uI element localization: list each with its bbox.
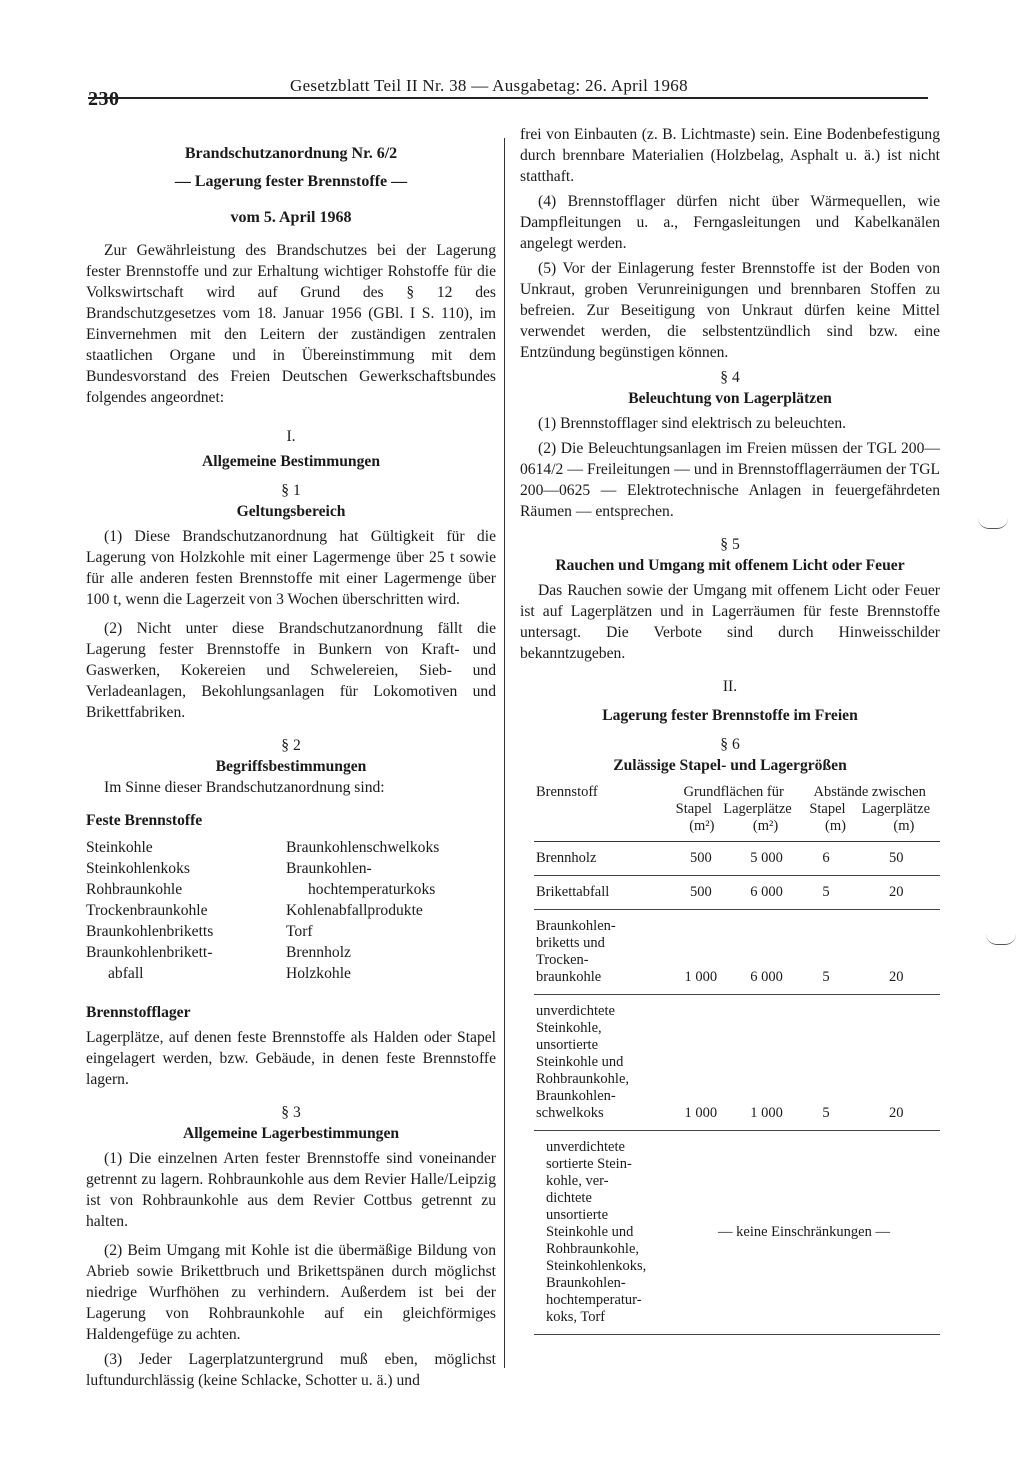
- column-header: Lagerplätze: [861, 801, 930, 817]
- table-cell: 5: [799, 876, 852, 910]
- table-cell: Brennholz: [534, 842, 668, 876]
- list-item: Braunkohlenbriketts: [86, 923, 214, 940]
- list-item: Rohbraunkohle: [86, 881, 183, 898]
- section-title: Zulässige Stapel- und Lagergrößen: [613, 757, 847, 774]
- table-row: [534, 876, 940, 910]
- table-cell: 5: [799, 910, 852, 995]
- list-item: Brennholz: [286, 944, 351, 961]
- list-item: Braunkohlen-: [286, 860, 372, 877]
- margin-mark: [978, 518, 1008, 529]
- page-number: 230: [88, 88, 120, 110]
- section-number: § 4: [720, 369, 740, 386]
- table-row: [534, 995, 940, 1131]
- document-title: Brandschutzanordnung Nr. 6/2: [184, 145, 398, 162]
- table-cell: 6 000: [734, 910, 800, 995]
- table-cell: 20: [853, 995, 940, 1131]
- list-item: Torf: [286, 923, 313, 940]
- table-cell: Braunkohlen- briketts und Trocken- braunkohle: [534, 910, 668, 995]
- list-item: Steinkohlenkoks: [86, 860, 190, 877]
- fuels-heading: Feste Brennstoffe: [86, 812, 203, 829]
- paragraph: (5) Vor der Einlagerung fester Brennstoffe ist der Boden von Unkraut, groben Verunreinigungen und brennbaren Stoffen zu befreien. Zur Beseitigung von Unkraut dürfen keine Mittel verwendet werden, die selbstentzündlich sind bzw. eine Entzündung begünstigen können.: [520, 260, 940, 361]
- table-cell: 20: [853, 910, 940, 995]
- paragraph: (3) Jeder Lagerplatzuntergrund muß eben, möglichst luftundurchlässig (keine Schlacke, Schotter u. ä.) und: [86, 1351, 496, 1389]
- table-cell: 5 000: [734, 842, 800, 876]
- column-header: Stapel: [809, 801, 846, 817]
- column-divider: [504, 138, 505, 1368]
- list-item: Holzkohle: [286, 965, 351, 982]
- table-cell: 20: [853, 876, 940, 910]
- paragraph: (4) Brennstofflager dürfen nicht über Wärmequellen, wie Dampfleitungen u. a., Ferngasleitungen und Kabelkanälen angelegt werden.: [520, 193, 940, 252]
- unit-label: (m): [893, 818, 915, 834]
- running-header: Gesetzblatt Teil II Nr. 38 — Ausgabetag: 26. April 1968: [290, 76, 688, 95]
- column-header: Lagerplätze: [723, 801, 792, 817]
- section-number: § 2: [281, 737, 301, 754]
- table-cell: 1 000: [734, 995, 800, 1131]
- section-title: Allgemeine Lagerbestimmungen: [182, 1125, 400, 1142]
- paragraph: frei von Einbauten (z. B. Lichtmaste) sein. Eine Bodenbefestigung durch brennbare Materialien (Holzbelag, Asphalt u. ä.) ist nicht statthaft.: [520, 126, 940, 185]
- table-cell: 6: [799, 842, 852, 876]
- list-item: Kohlenabfallprodukte: [286, 902, 423, 919]
- section-title: Beleuchtung von Lagerplätzen: [628, 390, 832, 407]
- paragraph: Das Rauchen sowie der Umgang mit offenem Licht oder Feuer ist auf Lagerplätzen und in Lagerräumen für feste Brennstoffe untersagt. Die Verbote sind durch Hinweisschilder bekanntzugeben.: [520, 582, 940, 662]
- table-cell: 6 000: [734, 876, 800, 910]
- part-numeral: I.: [286, 428, 296, 445]
- table-cell: 1 000: [668, 910, 734, 995]
- fuels-list: [86, 837, 496, 984]
- paragraph: (1) Diese Brandschutzanordnung hat Gültigkeit für die Lagerung von Holzkohle mit einer Lagermenge über 25 t sowie für alle anderen festen Brennstoffe mit einer Lagermenge über 100 t, wenn die Lagerzeit von 3 Wochen überschritten wird.: [86, 528, 496, 608]
- unit-label: (m²): [752, 818, 779, 834]
- column-header: Grundflächen für: [683, 784, 784, 800]
- table-cell: unverdichtete sortierte Stein- kohle, ver- dichtete unsortierte Steinkohle und Rohbraunkohle, Steinkohlenkoks, Braunkohlen- hochtemperatur- koks, Torf: [534, 1131, 668, 1335]
- list-item: Trockenbraunkohle: [86, 902, 208, 919]
- preamble: Zur Gewährleistung des Brandschutzes bei der Lagerung fester Brennstoffe und zur Erhaltung wichtiger Rohstoffe für die Volkswirtschaft wird auf Grund des § 12 des Brandschutzgesetzes vom 18. Januar 1956 (GBl. I S. 110), im Einvernehmen mit den Leitern der zuständigen zentralen staatlichen Organe und in Übereinstimmung mit dem Bundesvorstand des Freien Deutschen Gewerkschaftsbundes folgendes angeordnet:: [86, 242, 496, 406]
- paragraph: (2) Die Beleuchtungsanlagen im Freien müssen der TGL 200—0614/2 — Freileitungen — und in Brennstofflagerräumen der TGL 200—0625 — Elektrotechnische Anlagen in feuergefährdeten Räumen — entsprechen.: [520, 440, 940, 520]
- unit-label: (m): [825, 818, 846, 834]
- paragraph: (2) Beim Umgang mit Kohle ist die übermäßige Bildung von Abrieb sowie Brikettbruch und Brikettspänen durch möglichst niedrige Wurfhöhen zu verhindern. Außerdem ist bei der Lagerung von Rohbraunkohle auf ein gleichförmiges Haldengefüge zu achten.: [86, 1242, 496, 1343]
- section-number: § 3: [281, 1104, 301, 1121]
- paragraph: (1) Die einzelnen Arten fester Brennstoffe sind voneinander getrennt zu lagern. Rohbraunkohle aus dem Revier Halle/Leipzig ist von Rohbraunkohle aus dem Revier Cottbus getrennt zu halten.: [86, 1150, 496, 1230]
- table-cell: 500: [668, 842, 734, 876]
- column-header: Abstände zwischen: [813, 784, 926, 800]
- lager-heading: Brennstofflager: [86, 1004, 191, 1021]
- table-cell: 50: [853, 842, 940, 876]
- paragraph: Im Sinne dieser Brandschutzanordnung sind:: [104, 779, 385, 796]
- paragraph: Lagerplätze, auf denen feste Brennstoffe als Halden oder Stapel eingelagert werden, bzw. Gebäude, in denen feste Brennstoffe lagern.: [86, 1029, 496, 1088]
- document-subtitle: — Lagerung fester Brennstoffe —: [174, 173, 408, 190]
- table-row: [534, 1131, 940, 1335]
- right-column: [520, 124, 940, 1335]
- section-title: Geltungsbereich: [236, 503, 346, 520]
- table-cell: unverdichtete Steinkohle, unsortierte Steinkohle und Rohbraunkohle, Braunkohlen- schwelkoks: [534, 995, 668, 1131]
- paragraph: (2) Nicht unter diese Brandschutzanordnung fällt die Lagerung fester Brennstoffe in Bunkern von Kraft- und Gaswerken, Kokereien und Schwelereien, Sieb- und Verladeanlagen, Bekohlungsanlagen für Lokomotiven und Brikettfabriken.: [86, 620, 496, 721]
- part-heading: Lagerung fester Brennstoffe im Freien: [602, 707, 858, 724]
- header-rule: [88, 97, 928, 99]
- margin-mark: [986, 934, 1016, 945]
- document-date: vom 5. April 1968: [230, 209, 352, 226]
- section-number: § 6: [720, 736, 740, 753]
- table-cell: — keine Einschränkungen —: [668, 1131, 940, 1335]
- list-item: Braunkohlenschwelkoks: [286, 839, 440, 856]
- table-cell: 1 000: [668, 995, 734, 1131]
- section-title: Rauchen und Umgang mit offenem Licht oder Feuer: [555, 557, 905, 574]
- section-number: § 1: [281, 482, 301, 499]
- left-column: [86, 140, 496, 1391]
- paragraph: (1) Brennstofflager sind elektrisch zu beleuchten.: [538, 415, 847, 432]
- table-cell: 500: [668, 876, 734, 910]
- storage-table: [534, 780, 940, 1335]
- column-header: Stapel: [675, 801, 712, 817]
- part-numeral: II.: [722, 678, 738, 695]
- part-heading: Allgemeine Bestimmungen: [201, 453, 380, 470]
- table-row: [534, 910, 940, 995]
- table-row: [534, 842, 940, 876]
- section-title: Begriffsbestimmungen: [215, 758, 367, 775]
- list-item: abfall: [108, 965, 144, 982]
- column-header: Brennstoff: [534, 780, 668, 842]
- list-item: Braunkohlenbrikett-: [86, 944, 213, 961]
- table-cell: 5: [799, 995, 852, 1131]
- unit-label: (m²): [689, 818, 715, 834]
- section-number: § 5: [720, 536, 740, 553]
- list-item: Steinkohle: [86, 839, 153, 856]
- list-item: hochtemperaturkoks: [308, 881, 436, 898]
- table-cell: Brikettabfall: [534, 876, 668, 910]
